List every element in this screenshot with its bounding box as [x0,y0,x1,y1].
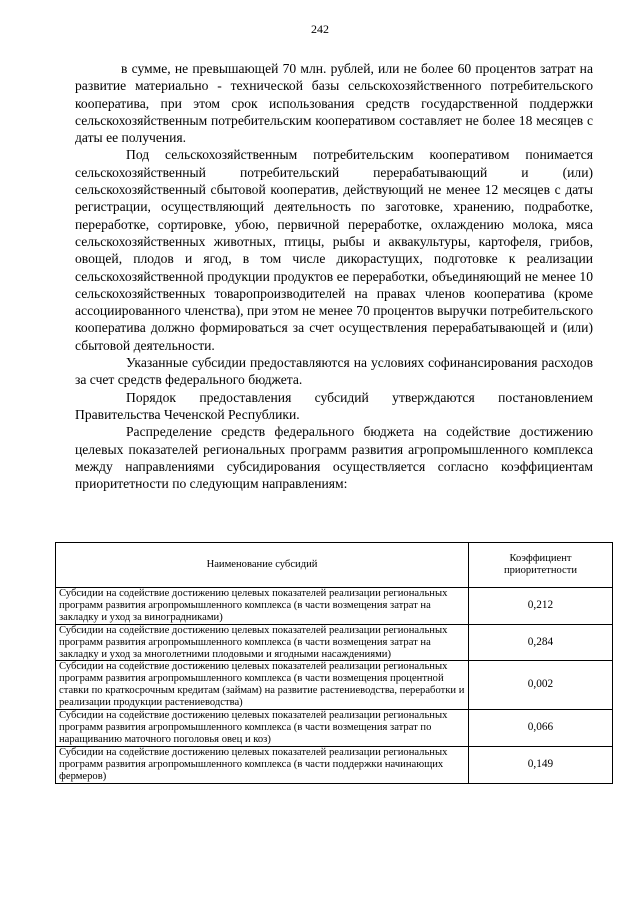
table-row [56,661,613,710]
table-header-row [56,543,613,588]
table-row [56,588,613,625]
coefficient-cell: 0,284 [469,624,613,661]
coefficient-cell: 0,066 [469,710,613,747]
subsidy-name-cell: Субсидии на содействие достижению целевых показателей реализации региональных программ развития агропромышленного комплекса (в части возмещения затрат по наращиванию маточного поголовья овец и коз) [56,710,469,747]
coefficient-cell: 0,002 [469,661,613,710]
header-priority-coefficient: Коэффициент приоритетности [469,543,613,588]
table-row [56,746,613,783]
paragraph-procedure: Порядок предоставления субсидий утверждаются постановлением Правительства Чеченской Республики. [75,389,593,422]
subsidy-name-cell: Субсидии на содействие достижению целевых показателей реализации региональных программ развития агропромышленного комплекса (в части возмещения процентной ставки по краткосрочным кредитам (займам) на развитие растениеводства, переработки и реализации продукции растениеводства) [56,661,469,710]
paragraph-distribution: Распределение средств федерального бюджета на содействие достижению целевых показателей региональных программ развития агропромышленного комплекса между направлениями субсидирования осуществляется согласно коэффициентам приоритетности по следующим направлениям: [75,424,593,492]
table-row [56,624,613,661]
subsidies-table [55,542,613,784]
coefficient-cell: 0,212 [469,588,613,625]
subsidy-name-cell: Субсидии на содействие достижению целевых показателей реализации региональных программ развития агропромышленного комплекса (в части возмещения затрат на закладку и уход за многолетними плодовыми и ягодными насаждениями) [56,624,469,661]
paragraph-cofinancing: Указанные субсидии предоставляются на условиях софинансирования расходов за счет средств федерального бюджета. [75,355,593,388]
header-subsidy-name: Наименование субсидий [56,543,469,588]
subsidy-name-cell: Субсидии на содействие достижению целевых показателей реализации региональных программ развития агропромышленного комплекса (в части поддержки начинающих фермеров) [56,746,469,783]
paragraph-cooperative-definition: Под сельскохозяйственным потребительским кооперативом понимается сельскохозяйственный потребительский перерабатывающий и (или) сельскохозяйственный сбытовой кооператив, действующий не менее 12 месяцев с даты регистрации, осуществляющий деятельность по заготовке, хранению, подработке, переработке, сортировке, убою, первичной переработке, охлаждению молока, мяса сельскохозяйственных животных, птицы, рыбы и аквакультуры, картофеля, грибов, овощей, плодов и ягод, в том числе дикорастущих, подготовке к реализации сельскохозяйственной продукции продуктов ее переработки, объединяющий не менее 10 сельскохозяйственных товаропроизводителей на правах членов кооператива (кроме ассоциированного членства), при этом не менее 70 процентов выручки потребительского кооператива должно формироваться за счет осуществления перерабатывающей и (или) сбытовой деятельности. [75,147,593,353]
table-row [56,710,613,747]
subsidy-name-cell: Субсидии на содействие достижению целевых показателей реализации региональных программ развития агропромышленного комплекса (в части возмещения затрат на закладку и уход за виноградниками) [56,588,469,625]
paragraph-continued: в сумме, не превышающей 70 млн. рублей, или не более 60 процентов затрат на развитие материально - технической базы сельскохозяйственного потребительского кооператива, при этом срок использования средств государственной поддержки сельскохозяйственным потребительским кооперативом составляет не более 18 месяцев с даты ее получения. [75,61,593,146]
document-body [75,60,593,492]
coefficient-cell: 0,149 [469,746,613,783]
page-number: 242 [311,22,329,36]
